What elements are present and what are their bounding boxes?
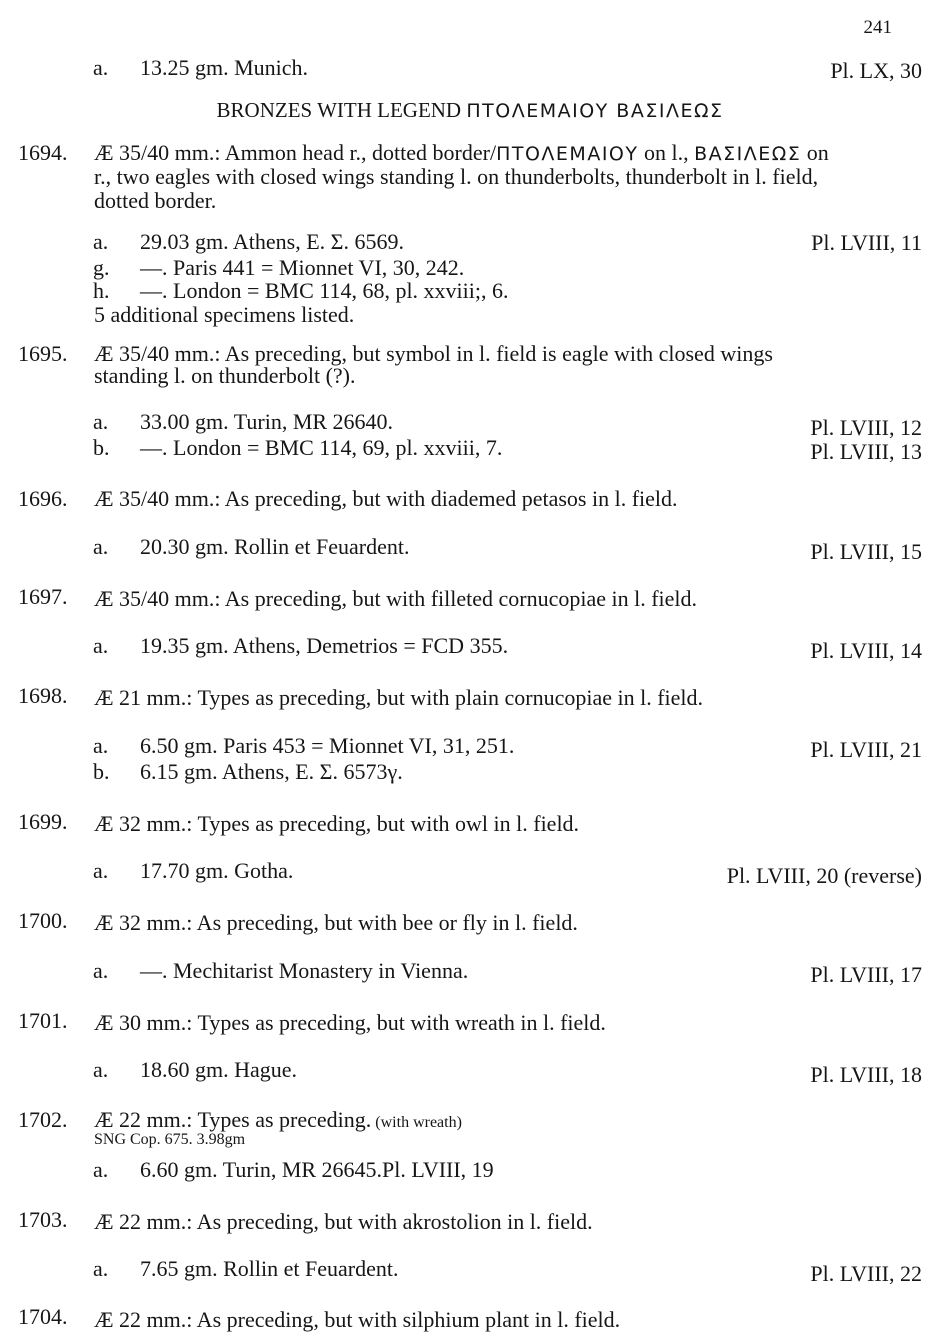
specimen-text: —. Paris 441 = Mionnet VI, 30, 242.: [140, 255, 465, 280]
section-heading: [0, 98, 940, 123]
specimen-label: a.: [93, 229, 109, 254]
entry-description-line: Æ 35/40 mm.: As preceding, but with diademed petasos in l. field.: [94, 486, 678, 511]
entry-number: 1702.: [18, 1107, 68, 1132]
specimen-label: a.: [93, 409, 109, 434]
plate-reference: Pl. LVIII, 12: [810, 415, 922, 440]
greek-legend: ΠΤΟΛΕΜΑΙΟΥ: [496, 143, 639, 165]
entry-description-line: Æ 22 mm.: As preceding, but with akrostolion in l. field.: [94, 1209, 593, 1234]
entry-description-line: Æ 32 mm.: As preceding, but with bee or fly in l. field.: [94, 910, 578, 935]
specimen-text: 17.70 gm. Gotha.: [140, 858, 294, 883]
specimen-text: 33.00 gm. Turin, MR 26640.: [140, 409, 394, 434]
specimen-text: 6.60 gm. Turin, MR 26645.Pl. LVIII, 19: [140, 1157, 494, 1182]
entry-number: 1697.: [18, 584, 68, 609]
plate-reference: Pl. LVIII, 20 (reverse): [726, 863, 922, 888]
specimen-label: a.: [93, 1057, 109, 1082]
greek-legend: ΒΑΣΙΛΕΩΣ: [694, 143, 802, 165]
specimen-label: h.: [93, 278, 110, 303]
entry-number: 1701.: [18, 1008, 68, 1033]
specimen-label: b.: [93, 759, 110, 784]
plate-reference: Pl. LVIII, 22: [810, 1261, 922, 1286]
entry-description-line: Æ 30 mm.: Types as preceding, but with wreath in l. field.: [94, 1010, 606, 1035]
specimen-text: 18.60 gm. Hague.: [140, 1057, 298, 1082]
entry-number: 1704.: [18, 1304, 68, 1329]
entry-description-line: r., two eagles with closed wings standing l. on thunderbolts, thunderbolt in l. field,: [94, 164, 819, 189]
entry-description-line: [94, 141, 829, 166]
specimen-label: b.: [93, 435, 110, 460]
specimen-text: —. Mechitarist Monastery in Vienna.: [140, 958, 469, 983]
specimen-label: a.: [93, 633, 109, 658]
entry-description-line: Æ 32 mm.: Types as preceding, but with owl in l. field.: [94, 811, 580, 836]
specimen-text: 6.15 gm. Athens, E. Σ. 6573γ.: [140, 759, 403, 784]
entry-number: 1696.: [18, 486, 68, 511]
entry-description-line: Æ 35/40 mm.: As preceding, but symbol in l. field is eagle with closed wings: [94, 341, 773, 366]
plate-reference: Pl. LVIII, 11: [811, 230, 922, 255]
specimen-label: a.: [93, 958, 109, 983]
entry-description-line: Æ 35/40 mm.: As preceding, but with filleted cornucopiae in l. field.: [94, 586, 698, 611]
plate-reference: Pl. LVIII, 13: [810, 439, 922, 464]
specimen-text: —. London = BMC 114, 68, pl. xxviii;, 6.: [140, 278, 509, 303]
entry-description-line: Æ 22 mm.: As preceding, but with silphium plant in l. field.: [94, 1307, 621, 1332]
specimen-label: a.: [93, 858, 109, 883]
specimen-text: 6.50 gm. Paris 453 = Mionnet VI, 31, 251.: [140, 733, 515, 758]
description-text: on l.,: [638, 140, 689, 165]
entry-number: 1703.: [18, 1207, 68, 1232]
specimen-text: 29.03 gm. Athens, E. Σ. 6569.: [140, 229, 404, 254]
entry-number: 1694.: [18, 140, 68, 165]
specimen-text: 19.35 gm. Athens, Demetrios = FCD 355.: [140, 633, 509, 658]
description-text: Æ 22 mm.: Types as preceding.: [94, 1107, 372, 1132]
handwritten-note: (with wreath): [371, 1114, 462, 1131]
plate-reference: Pl. LVIII, 17: [810, 962, 922, 987]
entry-description-line: Æ 21 mm.: Types as preceding, but with plain cornucopiae in l. field.: [94, 685, 704, 710]
specimen-text: 20.30 gm. Rollin et Feuardent.: [140, 534, 410, 559]
plate-reference: Pl. LX, 30: [830, 58, 922, 83]
specimen-label: a.: [93, 733, 109, 758]
description-text: on: [801, 140, 829, 165]
entry-number: 1700.: [18, 908, 68, 933]
entry-number: 1698.: [18, 683, 68, 708]
specimen-label: g.: [93, 255, 110, 280]
specimen-text: —. London = BMC 114, 69, pl. xxviii, 7.: [140, 435, 503, 460]
sng-reference-note: SNG Cop. 675. 3.98gm: [94, 1131, 246, 1148]
page-number: 241: [863, 17, 892, 38]
plate-reference: Pl. LVIII, 15: [810, 539, 922, 564]
description-text: Æ 35/40 mm.: Ammon head r., dotted border/: [94, 140, 497, 165]
entry-description-line: dotted border.: [94, 188, 217, 213]
entry-description-line: standing l. on thunderbolt (?).: [94, 363, 356, 388]
plate-reference: Pl. LVIII, 18: [810, 1062, 922, 1087]
plate-reference: Pl. LVIII, 21: [810, 737, 922, 762]
specimen-text: 13.25 gm. Munich.: [140, 55, 309, 80]
entry-number: 1699.: [18, 809, 68, 834]
specimen-label: a.: [93, 1157, 109, 1182]
specimen-text: 7.65 gm. Rollin et Feuardent.: [140, 1256, 399, 1281]
plate-reference: Pl. LVIII, 14: [810, 638, 922, 663]
section-heading-latin: BRONZES WITH LEGEND: [216, 98, 462, 122]
specimen-label: a.: [93, 534, 109, 559]
specimen-label: a.: [93, 1256, 109, 1281]
entry-number: 1695.: [18, 341, 68, 366]
additional-specimens-note: 5 additional specimens listed.: [94, 302, 355, 327]
section-heading-greek: ΠΤΟΛΕΜΑΙΟΥ ΒΑΣΙΛΕΩΣ: [466, 100, 724, 122]
specimen-label: a.: [93, 55, 109, 80]
